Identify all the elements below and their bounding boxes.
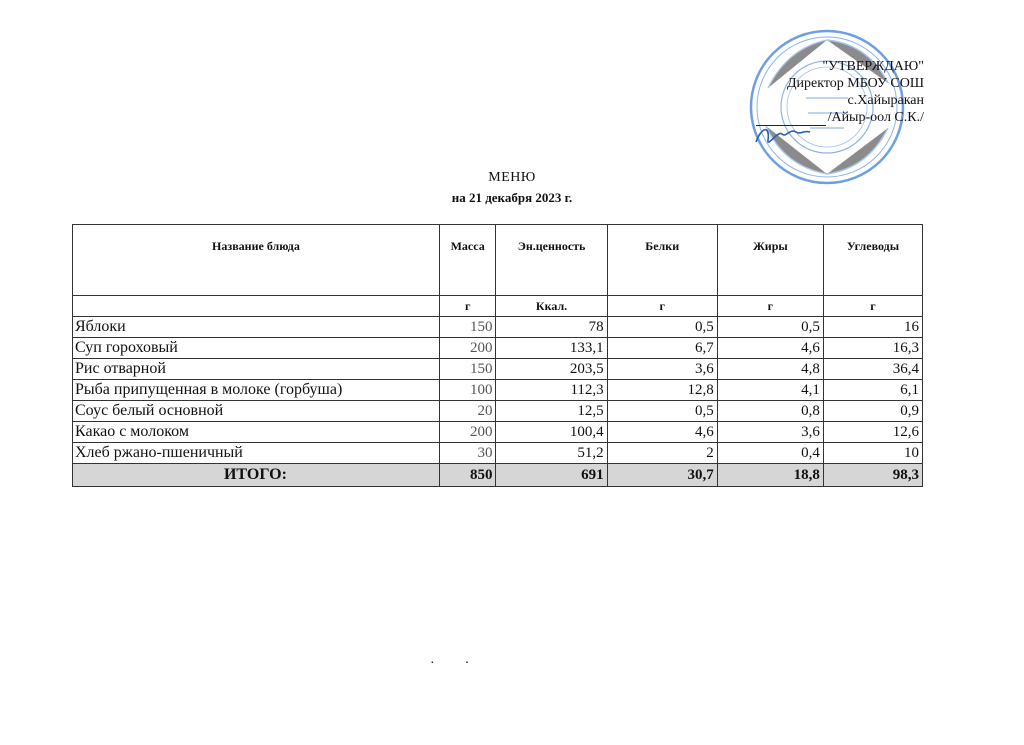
dish-protein: 12,8 <box>607 380 717 401</box>
dish-protein: 6,7 <box>607 338 717 359</box>
menu-title: МЕНЮ <box>488 170 536 185</box>
total-row <box>73 464 923 487</box>
table-row <box>73 401 923 422</box>
table-row <box>73 380 923 401</box>
dish-fat: 0,5 <box>717 317 823 338</box>
unit-dish-name <box>73 296 440 317</box>
table-row <box>73 443 923 464</box>
total-fat: 18,8 <box>717 464 823 487</box>
total-protein: 30,7 <box>607 464 717 487</box>
dish-fat: 4,1 <box>717 380 823 401</box>
approval-signature-line <box>756 109 924 126</box>
dish-carbs: 16,3 <box>823 338 922 359</box>
dish-name: Соус белый основной <box>73 401 440 422</box>
header-protein: Белки <box>607 225 717 296</box>
table-row <box>73 422 923 443</box>
header-row <box>73 225 923 296</box>
dish-name: Хлеб ржано-пшеничный <box>73 443 440 464</box>
unit-fat: г <box>717 296 823 317</box>
dish-kcal: 51,2 <box>496 443 607 464</box>
header-fat: Жиры <box>717 225 823 296</box>
signature-underline <box>756 113 826 126</box>
dish-protein: 2 <box>607 443 717 464</box>
table-row <box>73 338 923 359</box>
dish-mass: 150 <box>439 317 496 338</box>
header-dish-name: Название блюда <box>73 225 440 296</box>
dish-kcal: 112,3 <box>496 380 607 401</box>
dish-name: Рис отварной <box>73 359 440 380</box>
header-carbs: Углеводы <box>823 225 922 296</box>
dish-fat: 0,8 <box>717 401 823 422</box>
table-row <box>73 359 923 380</box>
dish-fat: 0,4 <box>717 443 823 464</box>
dish-mass: 150 <box>439 359 496 380</box>
unit-energy: Ккал. <box>496 296 607 317</box>
approval-location: с.Хайыракан <box>847 93 924 108</box>
dish-carbs: 12,6 <box>823 422 922 443</box>
dish-fat: 4,8 <box>717 359 823 380</box>
approval-block <box>756 58 924 126</box>
total-label: ИТОГО: <box>73 464 440 487</box>
dish-carbs: 36,4 <box>823 359 922 380</box>
dish-protein: 0,5 <box>607 317 717 338</box>
dish-fat: 4,6 <box>717 338 823 359</box>
approval-name: /Айыр-оол С.К./ <box>827 110 924 125</box>
dish-mass: 20 <box>439 401 496 422</box>
dish-name: Какао с молоком <box>73 422 440 443</box>
dish-name: Рыба припущенная в молоке (горбуша) <box>73 380 440 401</box>
total-carbs: 98,3 <box>823 464 922 487</box>
unit-protein: г <box>607 296 717 317</box>
total-mass: 850 <box>439 464 496 487</box>
approval-heading: "УТВЕРЖДАЮ" <box>822 59 924 74</box>
dish-carbs: 16 <box>823 317 922 338</box>
unit-mass: г <box>439 296 496 317</box>
dish-mass: 100 <box>439 380 496 401</box>
dish-protein: 4,6 <box>607 422 717 443</box>
menu-table <box>72 224 923 487</box>
header-energy: Эн.ценность <box>496 225 607 296</box>
units-row <box>73 296 923 317</box>
dish-kcal: 133,1 <box>496 338 607 359</box>
unit-carbs: г <box>823 296 922 317</box>
dish-kcal: 100,4 <box>496 422 607 443</box>
dish-kcal: 12,5 <box>496 401 607 422</box>
total-kcal: 691 <box>496 464 607 487</box>
dish-kcal: 203,5 <box>496 359 607 380</box>
dish-mass: 200 <box>439 422 496 443</box>
dish-name: Суп гороховый <box>73 338 440 359</box>
dish-kcal: 78 <box>496 317 607 338</box>
approval-position: Директор МБОУ СОШ <box>786 76 924 91</box>
table-row <box>73 317 923 338</box>
dish-carbs: 6,1 <box>823 380 922 401</box>
dish-mass: 30 <box>439 443 496 464</box>
scan-specks: ·· <box>430 656 500 671</box>
dish-name: Яблоки <box>73 317 440 338</box>
dish-protein: 0,5 <box>607 401 717 422</box>
menu-date: на 21 декабря 2023 г. <box>451 190 573 205</box>
dish-carbs: 0,9 <box>823 401 922 422</box>
dish-protein: 3,6 <box>607 359 717 380</box>
dish-fat: 3,6 <box>717 422 823 443</box>
dish-carbs: 10 <box>823 443 922 464</box>
dish-mass: 200 <box>439 338 496 359</box>
header-mass: Масса <box>439 225 496 296</box>
